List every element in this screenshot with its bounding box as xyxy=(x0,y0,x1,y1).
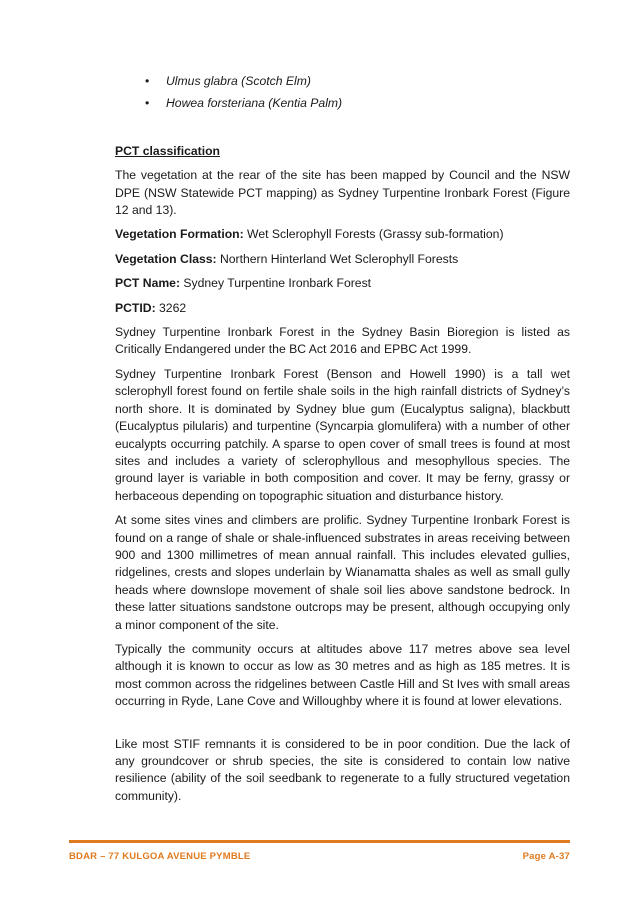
species-list xyxy=(115,73,570,113)
page-body xyxy=(115,73,570,812)
footer-rule xyxy=(69,840,570,843)
field-vegetation-formation xyxy=(115,226,570,243)
field-value: Northern Hinterland Wet Sclerophyll Forests xyxy=(216,251,459,266)
field-label: PCTID: xyxy=(115,300,156,315)
footer-page-number: Page A-37 xyxy=(522,851,570,862)
section-heading: PCT classification xyxy=(115,143,220,158)
field-value: 3262 xyxy=(155,300,187,315)
field-pct-name xyxy=(115,275,570,292)
field-label: Vegetation Formation: xyxy=(115,227,244,242)
body-paragraph: Sydney Turpentine Ironbark Forest (Benson and Howell 1990) is a tall wet sclerophyll forest found on fertile shale soils in the high rainfall districts of Sydney’s north shore. It is dominated by Sydney blue gum (Eucalyptus saligna), blackbutt (Eucalyptus pilularis) and turpentine (Syncarpia glomulifera) with a number of other eucalypts occurring patchily. A sparse to open cover of small trees is found at most sites and includes a variety of sclerophyllous and mesophyllous species. The ground layer is variable in both composition and cover. It may be ferny, grassy or herbaceous depending on topographic situation and disturbance history. xyxy=(115,366,570,503)
field-value: Sydney Turpentine Ironbark Forest xyxy=(180,276,372,291)
closing-paragraph: Like most STIF remnants it is considered to be in poor condition. Due the lack of any groundcover or shrub species, the site is considered to contain low native resilience (ability of the soil seedbank to regenerate to a fully structured vegetation community). xyxy=(115,736,570,803)
body-paragraph: Typically the community occurs at altitudes above 117 metres above sea level although it is known to occur as low as 30 metres and as high as 185 metres. It is most common across the ridgelines between Castle Hill and St Ives with small areas occurring in Ryde, Lane Cove and Willoughby where it is found at lower elevations. xyxy=(115,641,570,709)
field-label: PCT Name: xyxy=(115,276,181,291)
field-vegetation-class xyxy=(115,251,570,268)
body-paragraph: Sydney Turpentine Ironbark Forest in the Sydney Basin Bioregion is listed as Critically Endangered under the BC Act 2016 and EPBC Act 1999. xyxy=(115,325,570,357)
spacer xyxy=(115,718,570,736)
list-item: • Howea forsteriana (Kentia Palm) xyxy=(115,95,570,112)
field-value: Wet Sclerophyll Forests (Grassy sub-formation) xyxy=(243,227,504,242)
field-pctid xyxy=(115,300,570,317)
bullet-icon: • xyxy=(145,96,150,111)
field-label: Vegetation Class: xyxy=(115,251,217,266)
intro-paragraph: The vegetation at the rear of the site has been mapped by Council and the NSW DPE (NSW Statewide PCT mapping) as Sydney Turpentine Ironbark Forest (Figure 12 and 13). xyxy=(115,168,570,218)
list-item: • Ulmus glabra (Scotch Elm) xyxy=(115,73,570,90)
body-paragraph: At some sites vines and climbers are prolific. Sydney Turpentine Ironbark Forest is found on a range of shale or shale-influenced substrates in areas receiving between 900 and 1300 millimetres of mean annual rainfall. This includes elevated gullies, ridgelines, crests and slopes underlain by Wianamatta shales as well as small gully heads where downslope movement of shale soil lies above sandstone bedrock. In these latter situations sandstone outcrops may be present, although occupying only a minor component of the site. xyxy=(115,513,570,632)
bullet-icon: • xyxy=(145,74,150,88)
footer-document-title: BDAR – 77 KULGOA AVENUE PYMBLE xyxy=(69,851,251,862)
